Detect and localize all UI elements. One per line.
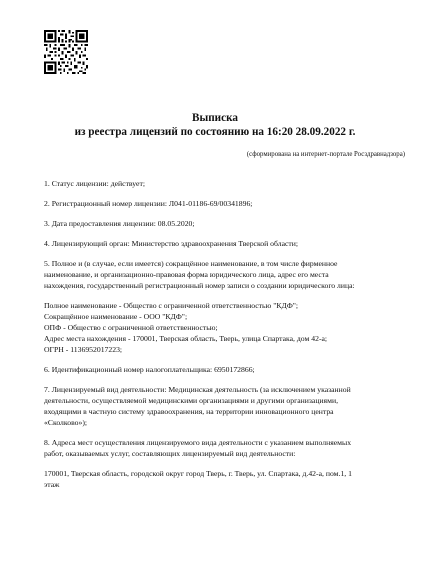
item-line: 170001, Тверская область, городской округ город Тверь, г. Тверь, ул. Спартака, д.42-а, пом.1, 1 [44,469,352,478]
item-line: 2. Регистрационный номер лицензии: Л041-01186-69/00341896; [44,199,253,208]
document-title: Выписка [192,112,238,124]
item-line: 1. Статус лицензии: действует; [44,179,145,188]
item-line: 4. Лицензирующий орган: Министерство здравоохранения Тверской области; [44,239,299,248]
qr-code-icon [44,30,88,74]
license-items [44,178,414,490]
item-line: ОГРН - 1136952017223; [44,345,123,354]
item-line: 8. Адреса мест осуществления лицензируемого вида деятельности с указанием выполняемых [44,438,352,447]
item-registration-number [44,198,414,209]
item-line: наименование, и организационно-правовая форма юридического лица, адрес его места [44,270,329,279]
item-line: 3. Дата предоставления лицензии: 08.05.2020; [44,219,195,228]
item-address-value [44,468,414,490]
item-line: Полное наименование - Общество с ограниченной ответственностью "КДФ"; [44,301,299,310]
item-activity-type [44,384,414,428]
item-line: работ, оказываемых услуг, составляющих лицензируемый вид деятельности: [44,449,296,458]
item-line: деятельности, осуществляемой медицинскими организациями и другими организациями, [44,396,338,405]
item-line: ОПФ - Общество с ограниченной ответственностью; [44,323,218,332]
item-licensing-authority [44,238,414,249]
item-legal-entity-details [44,300,414,355]
item-line: этаж [44,480,60,489]
item-issue-date [44,218,414,229]
item-line: 6. Идентификационный номер налогоплательщика: 6950172866; [44,365,255,374]
item-line: 7. Лицензируемый вид деятельности: Медицинская деятельность (за исключением указанной [44,385,351,394]
item-activity-addresses [44,437,414,459]
document-subtitle: из реестра лицензий по состоянию на 16:20 28.09.2022 г. [74,126,356,138]
item-status [44,178,414,189]
item-legal-entity-heading [44,258,414,291]
item-line: 5. Полное и (в случае, если имеется) сокращённое наименование, в том числе фирменное [44,259,338,268]
item-line: «Сколково»); [44,418,88,427]
item-line: Сокращённое наименование - ООО "КДФ"; [44,312,188,321]
item-line: нахождения, государственный регистрационный номер записи о создании юридического лица: [44,281,355,290]
item-line: входящими в частную систему здравоохранения, на территории инновационного центра [44,407,334,416]
source-note: (сформирована на интернет-портале Росздравнадзора) [246,151,405,158]
item-line: Адрес места нахождения - 170001, Тверская область, Тверь, улица Спартака, дом 42-а; [44,334,328,343]
item-taxpayer-id [44,364,414,375]
